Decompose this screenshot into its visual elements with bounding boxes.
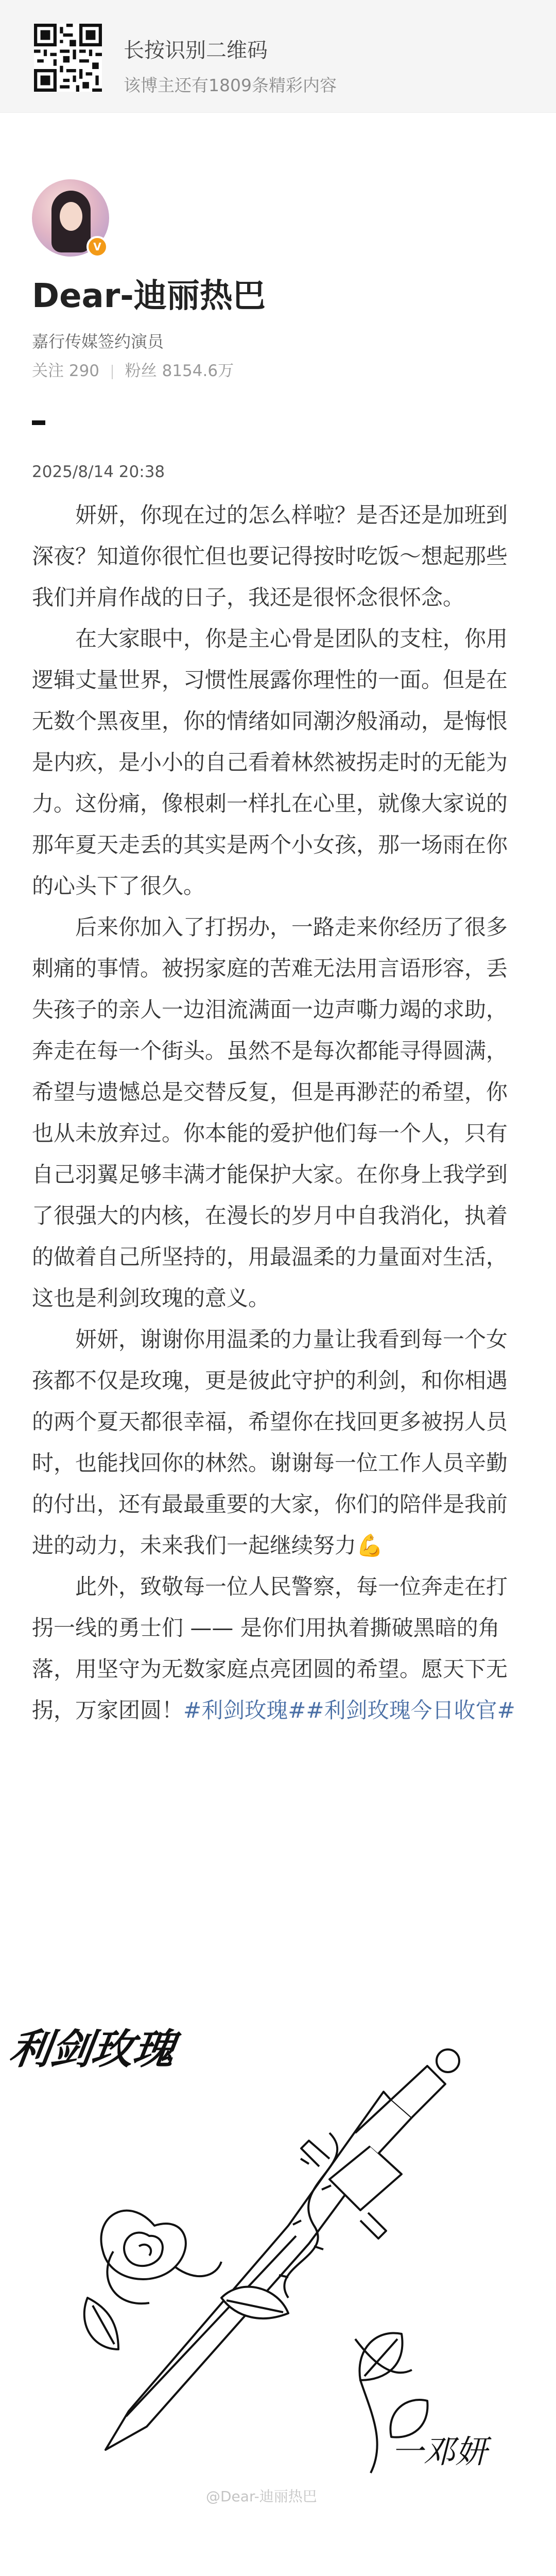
image-watermark: @Dear-迪丽热巴 [206, 2488, 317, 2505]
banner-title: 长按识别二维码 [124, 39, 268, 62]
post-body [32, 495, 526, 1731]
post-closing-paragraph [32, 1566, 526, 1731]
artwork-signature: 一邓妍 [391, 2433, 488, 2470]
top-qr-banner[interactable] [0, 0, 556, 113]
followers-count: 8154.6万 [162, 362, 234, 380]
artwork-title: 利剑玫瑰 [6, 2025, 178, 2073]
profile-description: 嘉行传媒签约演员 [32, 332, 164, 351]
following-count: 290 [68, 362, 100, 380]
post-image-sword-rose[interactable] [0, 2009, 556, 2530]
post-paragraph: 后来你加入了打拐办，一路走来你经历了很多刺痛的事情。被拐家庭的苦难无法用言语形容，丢失孩子的亲人一边泪流满面一边声嘶力竭的求助，奔走在每一个街头。虽然不是每次都能寻得圆满，希望与遗憾总是交替反复，但是再渺茫的希望，你也从未放弃过。你本能的爱护他们每一个人，只有自己羽翼足够丰满才能保护大家。在你身上我学到了很强大的内核，在漫长的岁月中自我消化，执着的做着自己所坚持的，用最温柔的力量面对生活，这也是利剑玫瑰的意义。 [32, 914, 508, 1311]
profile-name[interactable]: Dear-迪丽热巴 [32, 277, 266, 315]
profile-stats [32, 358, 234, 381]
sword-drawing [84, 2049, 459, 2473]
stats-divider [112, 365, 113, 379]
avatar-face-shape [60, 202, 82, 231]
following-label: 关注 [32, 362, 64, 380]
post-paragraph: 妍妍，谢谢你用温柔的力量让我看到每一个女孩都不仅是玫瑰，更是彼此守护的利剑，和你相遇的两个夏天都很幸福，希望你在找回更多被拐人员时，也能找回你的林然。谢谢每一位工作人员辛勤的付出，还有最最重要的大家，你们的陪伴是我前进的动力，未来我们一起继续努力💪 [32, 1327, 508, 1558]
post-timestamp: 2025/8/14 20:38 [32, 463, 165, 481]
post-paragraph: 在大家眼中，你是主心骨是团队的支柱，你用逻辑丈量世界，习惯性展露你理性的一面。但是在无数个黑夜里，你的情绪如同潮汐般涌动，是悔恨是内疚，是小小的自己看着林然被拐走时的无能为力。这份痛，像根刺一样扎在心里，就像大家说的那年夏天走丢的其实是两个小女孩，那一场雨在你的心头下了很久。 [32, 626, 508, 899]
post-paragraph: 妍妍，你现在过的怎么样啦？是否还是加班到深夜？知道你很忙但也要记得按时吃饭～想起那些我们并肩作战的日子，我还是很怀念很怀念。 [32, 502, 508, 610]
hashtag-link[interactable]: #利剑玫瑰# [183, 1698, 306, 1723]
post-closing-text: 此外，致敬每一位人民警察，每一位奔走在打拐一线的勇士们 —— 是你们用执着撕破黑暗的角落，用坚守为无数家庭点亮团圆的希望。愿天下无拐，万家团圆！ [32, 1574, 508, 1723]
hashtag-link[interactable]: #利剑玫瑰今日收官# [306, 1698, 515, 1723]
profile-header [0, 112, 556, 509]
verified-v-badge-icon: V [86, 236, 108, 258]
followers-label: 粉丝 [125, 362, 157, 380]
profile-divider-mark [32, 420, 45, 425]
qr-code-icon[interactable] [34, 24, 102, 92]
banner-subtitle: 该博主还有1809条精彩内容 [124, 75, 337, 95]
